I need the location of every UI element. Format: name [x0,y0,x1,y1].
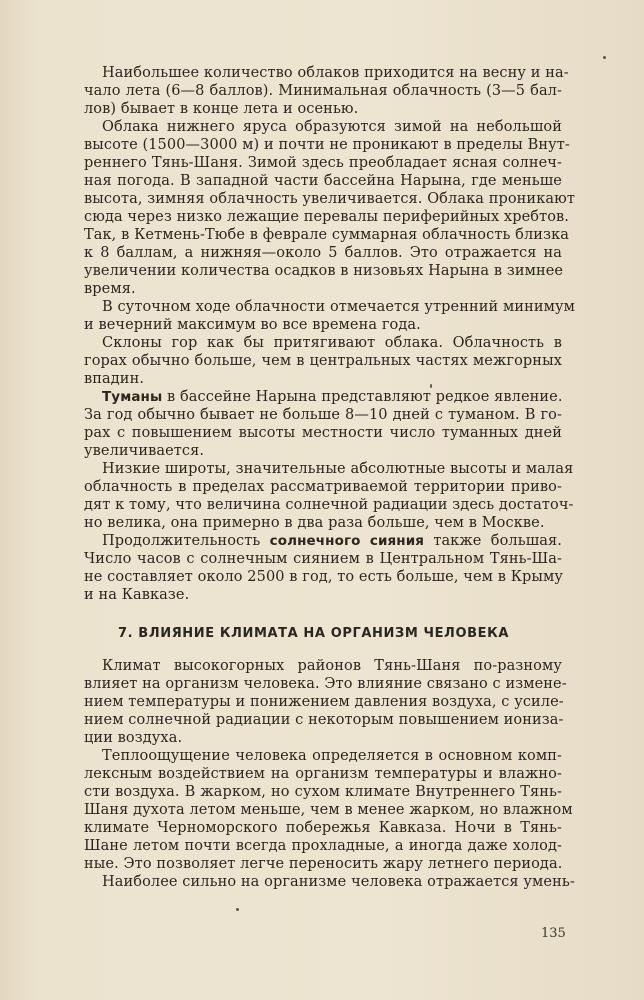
text-line: влияет на организм человека. Это влияние связано с измене- [84,676,567,692]
text-line: сюда через низко лежащие перевалы периферийных хребтов. [84,209,570,225]
section-heading: 7. ВЛИЯНИЕ КЛИМАТА НА ОРГАНИЗМ ЧЕЛОВЕКА [118,626,509,641]
paragraph [84,657,567,747]
paragraph [84,298,576,334]
text-line: В суточном ходе облачности отмечается утренний минимум [102,299,576,315]
text-line: нием солнечной радиации с некоторым повышением иониза- [84,712,564,728]
text-line: впадин. [84,371,145,387]
text-line: Облака нижнего яруса образуются зимой на небольшой [102,119,562,135]
text-line: дят к тому, что величина солнечной радиации здесь достаточ- [84,497,574,513]
text-line: но велика, она примерно в два раза больше, чем в Москве. [84,515,545,531]
text-line: сти воздуха. В жарком, но сухом климате Внутреннего Тянь- [84,784,562,800]
text-line: Шаня духота летом меньше, чем в менее жарком, но влажном [84,802,573,818]
text-line: и на Кавказе. [84,587,190,603]
paragraph [84,118,575,298]
text-line: высоте (1500—3000 м) и почти не проникают в пределы Внут- [84,137,570,153]
paragraph [84,388,562,460]
text-line: Число часов с солнечным сиянием в Центральном Тянь-Ша- [84,551,562,567]
text-line: Так, в Кетмень-Тюбе в феврале суммарная облачность близка [84,227,569,243]
text-line: реннего Тянь-Шаня. Зимой здесь преобладает ясная солнеч- [84,155,562,171]
text-line: Климат высокогорных районов Тянь-Шаня по-разному [102,658,562,674]
body-text [84,64,576,891]
text-line: не составляет около 2500 в год, то есть больше, чем в Крыму [84,569,564,585]
text-line: ные. Это позволяет легче переносить жару летнего периода. [84,856,563,872]
text-line: облачность в пределах рассматриваемой территории приво- [84,479,562,495]
paragraph [84,532,562,604]
line-part: Продолжительность [102,533,270,549]
paragraph [84,460,574,532]
text-line: время. [84,281,136,297]
paragraph [84,334,562,388]
text-line: рах с повышением высоты местности число туманных дней [84,425,562,441]
print-speck [603,56,606,59]
text-line: нием температуры и понижением давления воздуха, с усиле- [84,694,564,710]
text-line: к 8 баллам, а нижняя—около 5 баллов. Это отражается на [84,245,562,261]
paragraph [84,747,573,873]
text-line: Теплоощущение человека определяется в основном комп- [102,748,562,764]
text-line: За год обычно бывает не больше 8—10 дней с туманом. В го- [84,407,562,423]
print-speck [236,908,239,911]
text-line: горах обычно больше, чем в центральных частях межгорных [84,353,562,369]
text-line [84,388,562,406]
paragraph [84,64,569,118]
text-line: Склоны гор как бы притягивают облака. Облачность в [102,335,562,351]
paragraph [84,873,575,891]
text-line: ная погода. В западной части бассейна Нарына, где меньше [84,173,562,189]
text-line: ции воздуха. [84,730,183,746]
page-number: 135 [541,926,566,941]
text-line: высота, зимняя облачность увеличивается. Облака проникают [84,191,575,207]
text-line: лов) бывает в конце лета и осенью. [84,101,359,117]
text-line: и вечерний максимум во все времена года. [84,317,421,333]
text-line: чало лета (6—8 баллов). Минимальная облачность (3—5 бал- [84,83,562,99]
text-line: Низкие широты, значительные абсолютные высоты и малая [102,461,574,477]
text-line [84,532,562,550]
text-line: Шане летом почти всегда прохладные, а иногда даже холод- [84,838,562,854]
text-line: увеличении количества осадков в низовьях Нарына в зимнее [84,263,564,279]
bold-term: Туманы [102,389,163,405]
text-line: увеличивается. [84,443,205,459]
line-part: также большая. [424,533,562,549]
text-line: лексным воздействием на организм температуры и влажно- [84,766,562,782]
text-line: Наиболее сильно на организме человека отражается умень- [102,874,575,890]
text-line: климате Черноморского побережья Кавказа. Ночи в Тянь- [84,820,562,836]
text-line: Наибольшее количество облаков приходится на весну и на- [102,65,569,81]
bold-term: солнечного сияния [269,533,425,549]
line-rest: в бассейне Нарына представляют редкое явление. [162,389,563,405]
